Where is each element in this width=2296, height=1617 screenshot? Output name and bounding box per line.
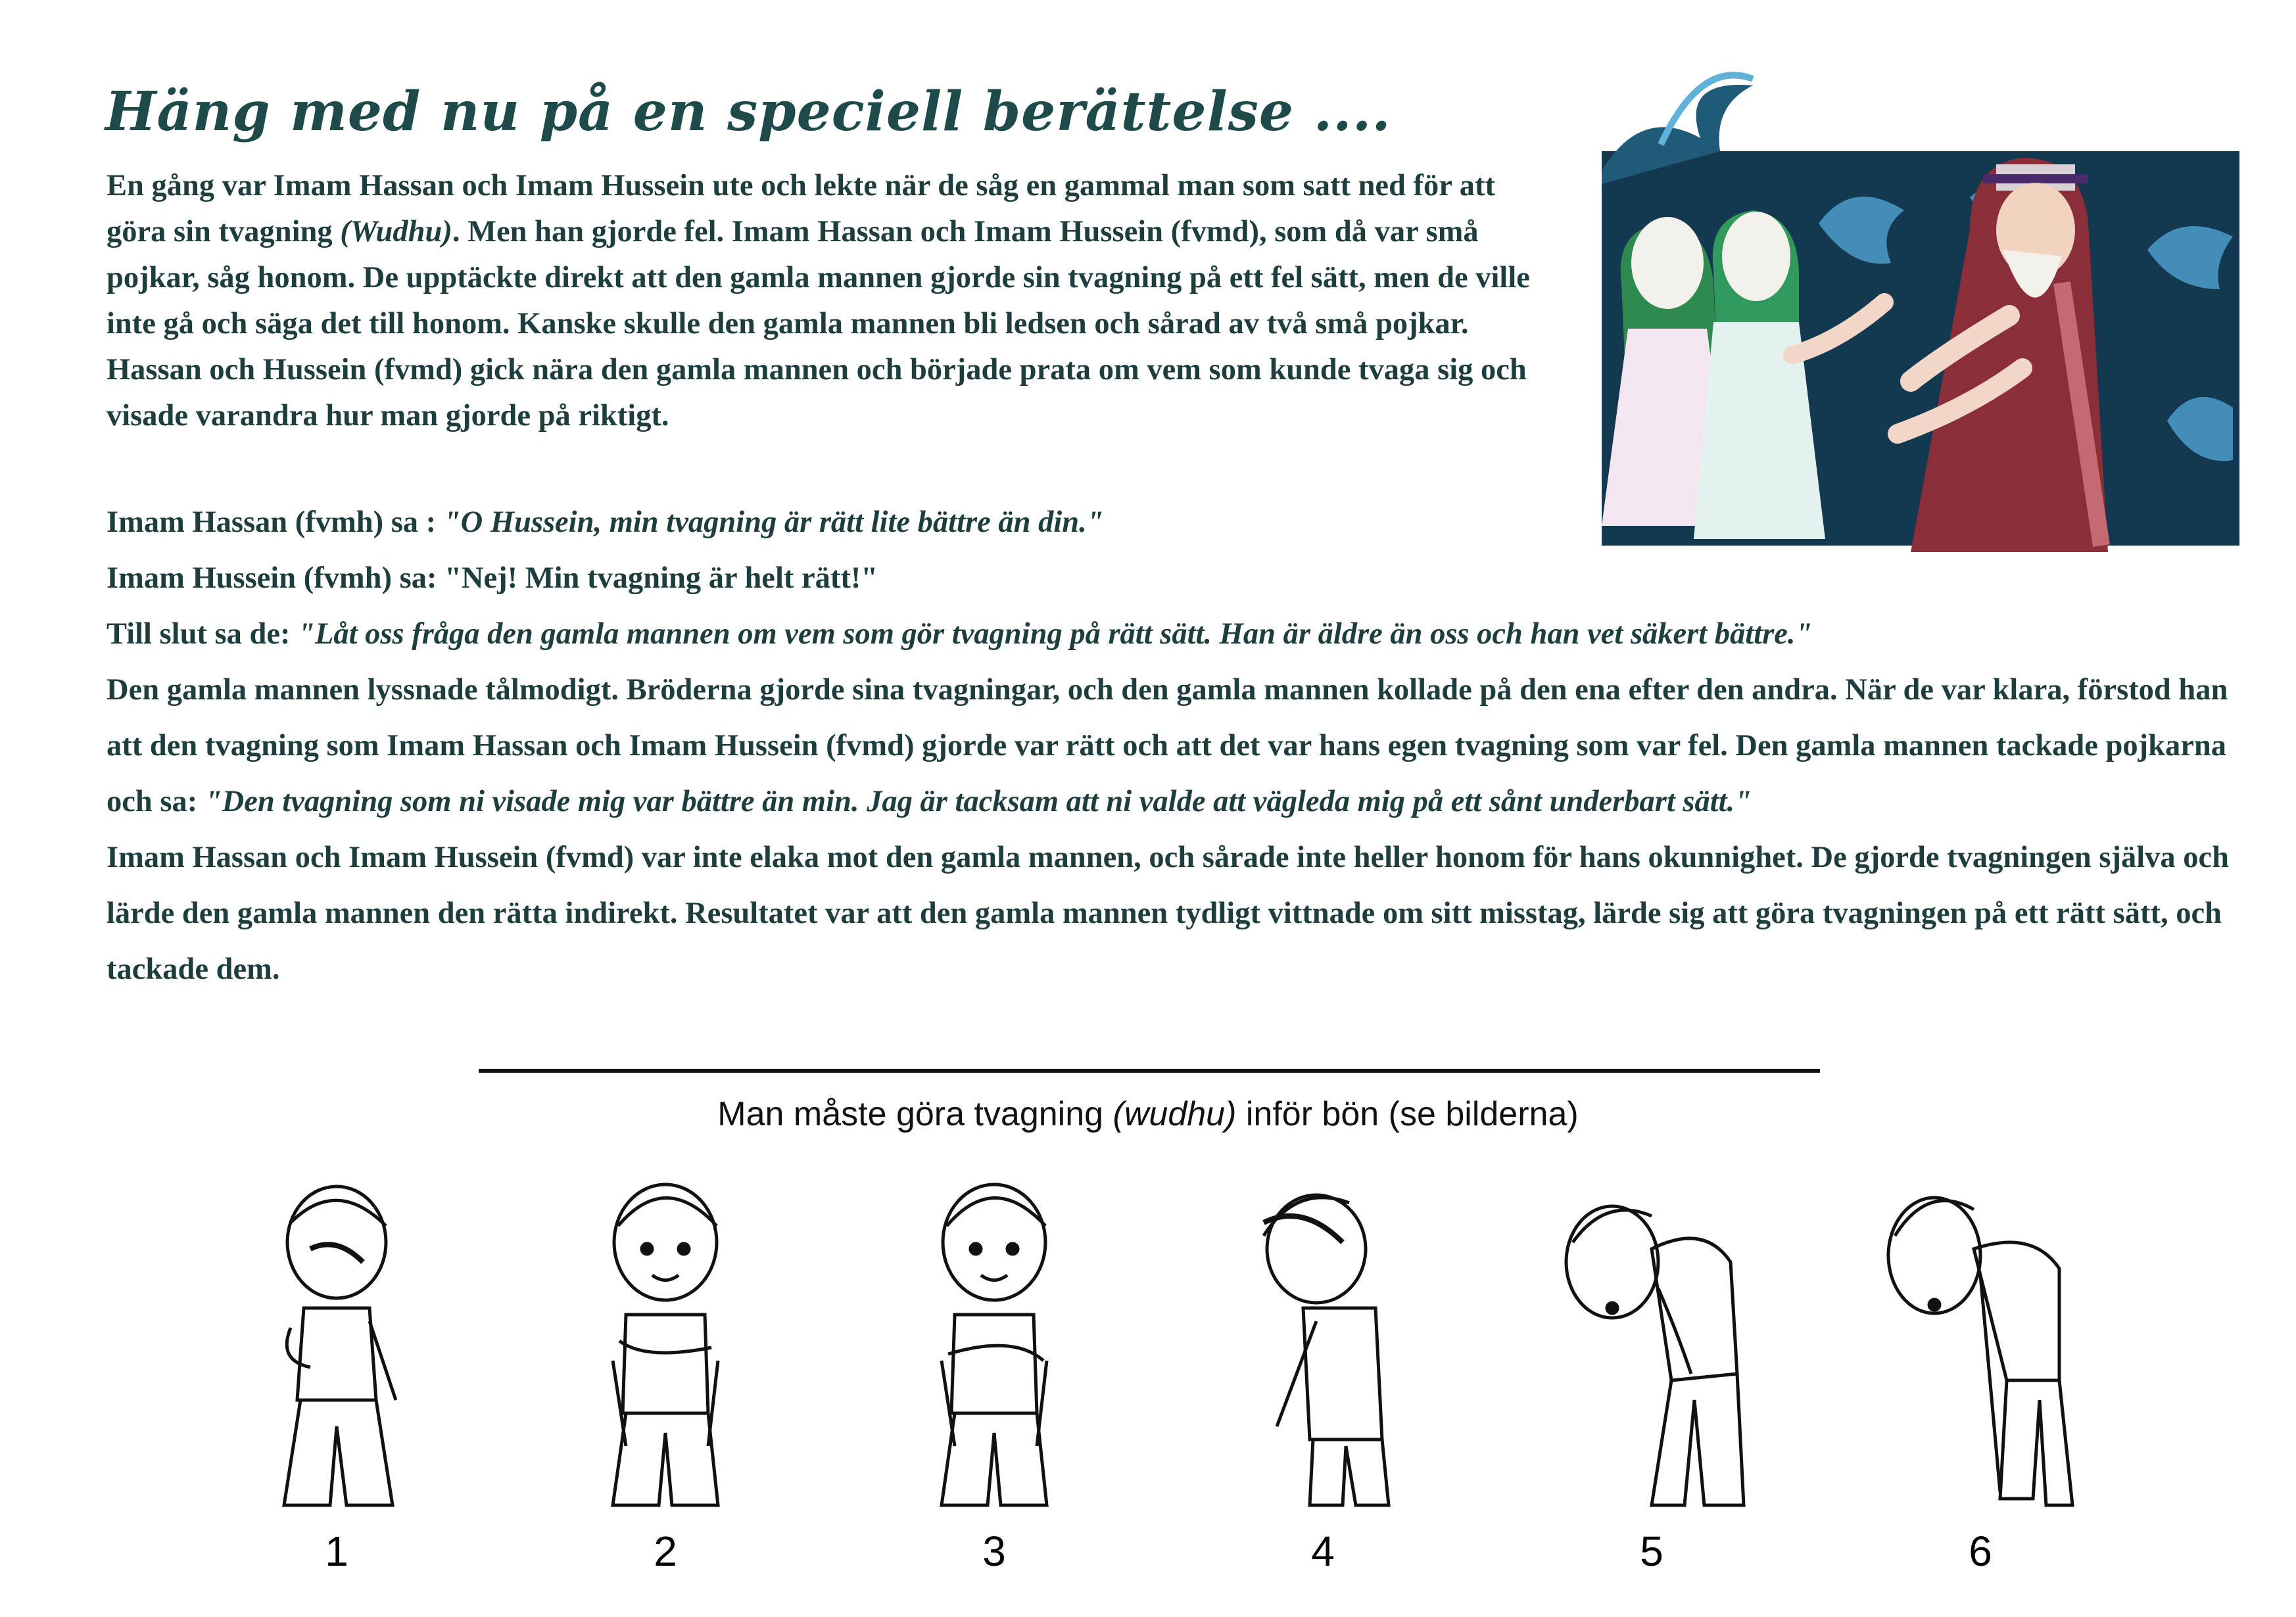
story-body xyxy=(107,494,2237,997)
step-number-3: 3 xyxy=(982,1528,1006,1575)
intro-paragraph xyxy=(107,163,1540,439)
hassan-prefix: Imam Hassan (fvmh) sa : xyxy=(107,505,444,539)
hassan-quote: "O Hussein, min tvagning är rätt lite bättre än din." xyxy=(443,505,1104,539)
final-request-prefix: Till slut sa de: xyxy=(107,617,299,651)
conclusion-paragraph: Imam Hassan och Imam Hussein (fvmd) var inte elaka mot den gamla mannen, och sårade inte heller honom för hans okunnighet. De gjorde tvagningen själva och lärde den gamla mannen den rätta indirekt. Resultatet var att den gamla mannen tydligt vittnade om sitt misstag, lärde sig att göra tvagningen på ett rätt sätt, och tackade dem. xyxy=(107,841,2230,986)
step-3-figure xyxy=(896,1163,1093,1532)
caption-text-2: inför bön (se bilderna) xyxy=(1236,1095,1579,1133)
step-number-4: 4 xyxy=(1311,1528,1335,1575)
intro-text-2: . Men han gjorde fel. Imam Hassan och Imam Hussein (fvmd), som då var små pojkar, såg honom. De upptäckte direkt att den gamla mannen gjorde sin tvagning på ett fel sätt, men de ville inte gå och säga det till honom. Kanske skulle den gamla mannen bli ledsen och sårad av två små pojkar. Hassan och Hussein (fvmd) gick nära den gamla mannen och började prata om vem som kunde tvaga sig och visade varandra hur man gjorde på riktigt. xyxy=(107,215,1530,433)
step-4-figure xyxy=(1224,1163,1422,1532)
section-divider xyxy=(479,1069,1820,1073)
caption-wudhu-term: (wudhu) xyxy=(1112,1095,1237,1133)
final-request-line xyxy=(107,606,2237,662)
old-man-quote: "Den tvagning som ni visade mig var bättre än min. Jag är tacksam att ni valde att vägleda mig på ett sånt underbart sätt." xyxy=(204,785,1752,818)
hassan-line xyxy=(107,494,2237,550)
step-1-figure xyxy=(238,1163,435,1532)
hussein-line: Imam Hussein (fvmh) sa: "Nej! Min tvagning är helt rätt!" xyxy=(107,561,878,595)
step-number-6: 6 xyxy=(1969,1528,1992,1575)
wudhu-caption xyxy=(0,1091,2296,1137)
story-illustration xyxy=(1602,66,2249,552)
intro-text-1: En gång var Imam Hassan och Imam Hussein ute och lekte när de såg en gammal man som satt ned för att göra sin tvagning xyxy=(107,169,1495,248)
intro-wudhu-term: (Wudhu) xyxy=(340,215,452,248)
step-6-figure xyxy=(1882,1163,2079,1532)
step-number-1: 1 xyxy=(325,1528,348,1575)
caption-text-1: Man måste göra tvagning xyxy=(717,1095,1113,1133)
final-request-quote: "Låt oss fråga den gamla mannen om vem som gör tvagning på rätt sätt. Han är äldre än oss och han vet säkert bättre." xyxy=(298,617,1813,651)
old-man-paragraph xyxy=(107,662,2237,830)
step-5-figure xyxy=(1553,1163,1750,1532)
old-man-text: Den gamla mannen lyssnade tålmodigt. Bröderna gjorde sina tvagningar, och den gamla mannen kollade på den ena efter den andra. När de var klara, förstod han att den tvagning som Imam Hassan och Imam Hussein (fvmd) gjorde var rätt och att det var hans egen tvagning som var fel. Den gamla mannen tackade pojkarna och sa: xyxy=(107,673,2228,818)
step-number-2: 2 xyxy=(654,1528,677,1575)
page-title: Häng med nu på en speciell berättelse .... xyxy=(105,80,1391,143)
step-2-figure xyxy=(567,1163,764,1532)
step-number-5: 5 xyxy=(1640,1528,1663,1575)
